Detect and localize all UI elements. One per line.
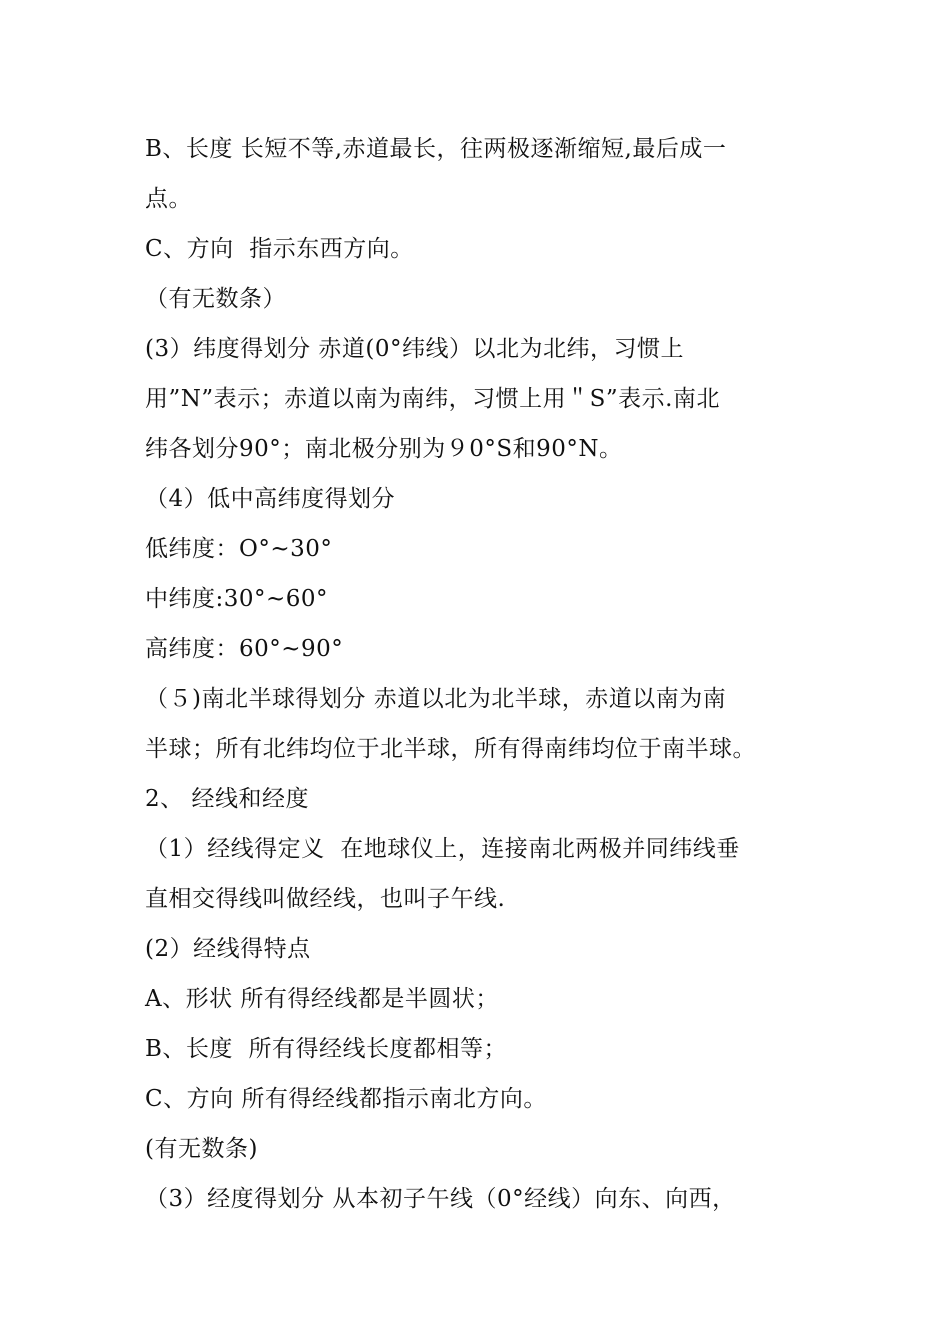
text-line: 高纬度：60°~90° (145, 636, 344, 662)
text-line: （有无数条） (145, 286, 286, 312)
text-line: B、长度 所有得经线长度都相等； (145, 1036, 508, 1062)
text-line: （3）经度得划分 从本初子午线（0°经线）向东、向西， (145, 1186, 736, 1212)
text-line: (有无数条) (145, 1136, 258, 1162)
text-line: （4）低中高纬度得划分 (145, 486, 396, 512)
text-line: C、方向 所有得经线都指示南北方向。 (145, 1086, 547, 1112)
text-line: （５)南北半球得划分 赤道以北为北半球，赤道以南为南 (145, 686, 727, 712)
text-line: (2）经线得特点 (145, 936, 311, 962)
text-line: 纬各划分90°；南北极分别为９0°S和90°N。 (145, 436, 623, 462)
text-line: 直相交得线叫做经线，也叫子午线. (145, 886, 506, 912)
document-body (145, 124, 815, 1224)
text-line: (3）纬度得划分 赤道(0°纬线）以北为北纬，习惯上 (145, 336, 685, 362)
text-line: 2、 经线和经度 (145, 786, 309, 812)
text-line: C、方向 指示东西方向。 (145, 236, 414, 262)
text-line: B、长度 长短不等,赤道最长，往两极逐渐缩短,最后成一 (145, 136, 727, 162)
text-line: （1）经线得定义 在地球仪上，连接南北两极并同纬线垂 (145, 836, 740, 862)
text-line: 点。 (145, 186, 192, 212)
text-line: 中纬度:30°~60° (145, 586, 329, 612)
text-line: 用”N”表示；赤道以南为南纬，习惯上用＂S”表示.南北 (145, 386, 720, 412)
text-line: A、形状 所有得经线都是半圆状； (145, 986, 499, 1012)
text-line: 半球；所有北纬均位于北半球，所有得南纬均位于南半球。 (145, 736, 756, 762)
text-line: 低纬度：O°~30° (145, 536, 333, 562)
